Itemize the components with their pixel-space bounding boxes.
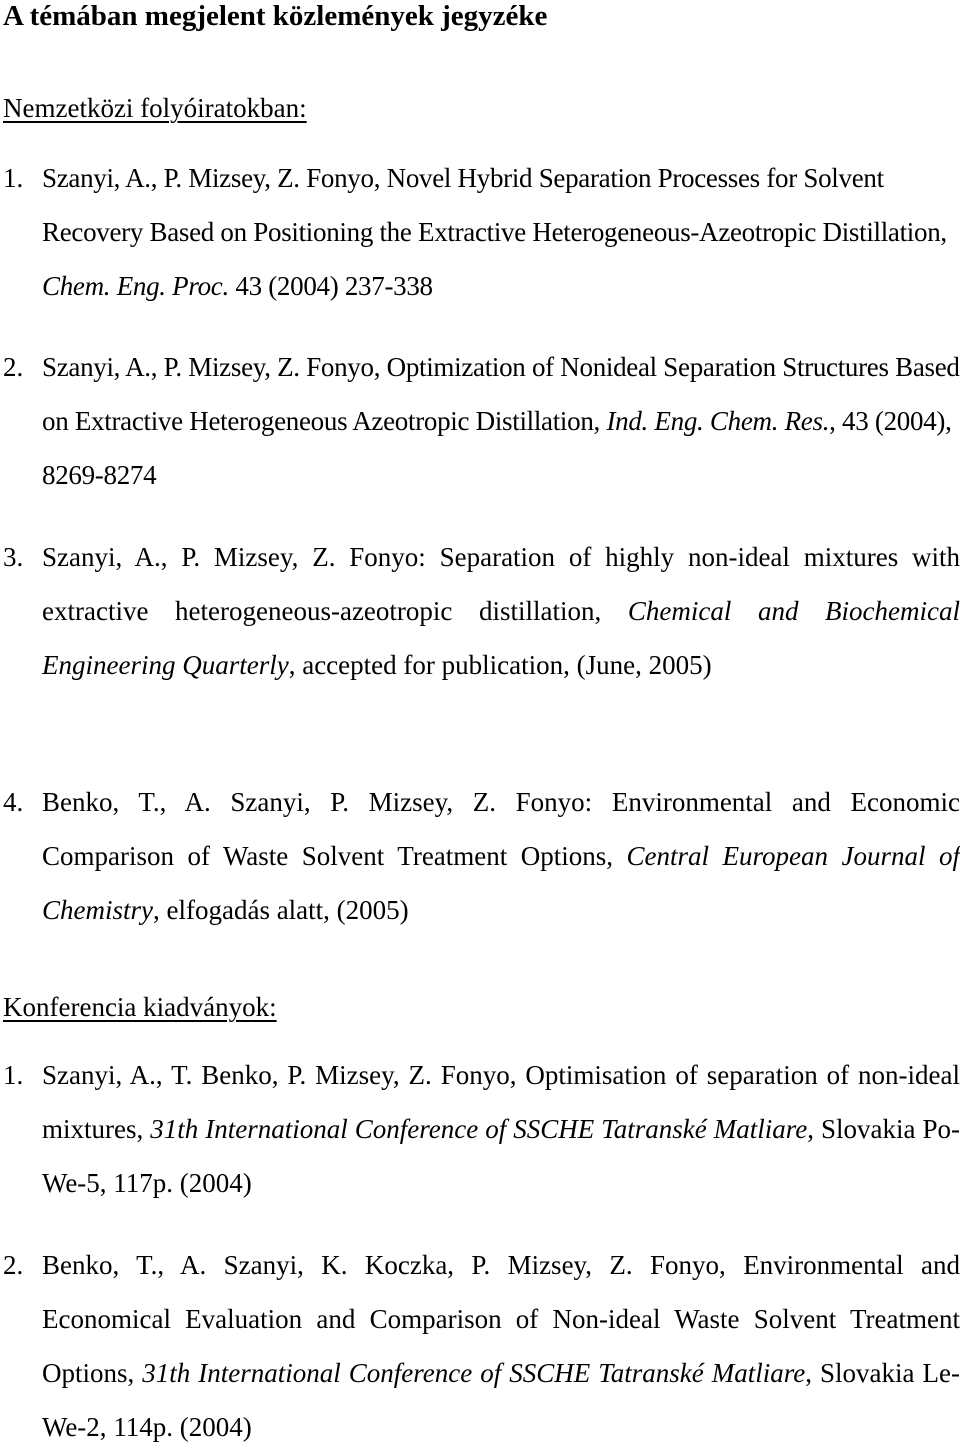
entry-details: 43 (2004) 237-338 xyxy=(235,271,433,301)
section-heading-journals: Nemzetközi folyóiratokban: xyxy=(3,93,307,123)
entry-citation xyxy=(42,775,960,937)
entry-authors: Szanyi, A., T. Benko, P. Mizsey, Z. Fonyo, xyxy=(42,1060,517,1090)
entry-number: 3. xyxy=(3,542,24,572)
entry-venue: 31th International Conference of SSCHE Tatranské Matliare xyxy=(150,1114,808,1144)
entry-title: Optimisation of separation of non-ideal mixtures, xyxy=(42,1060,960,1144)
entry-venue: 31th International Conference of SSCHE Tatranské Matliare xyxy=(142,1358,806,1388)
entry-citation xyxy=(42,340,960,502)
entry-authors: Szanyi, A., P. Mizsey, Z. Fonyo: xyxy=(42,542,426,572)
entry-details: , elfogadás alatt, (2005) xyxy=(153,895,409,925)
entry-number: 4. xyxy=(3,787,24,817)
entry-venue: Central European Journal of Chemistry xyxy=(42,841,960,925)
entry-venue: Ind. Eng. Chem. Res. xyxy=(606,406,830,436)
document-title: A témában megjelent közlemények jegyzéke xyxy=(3,0,548,32)
entry-number: 1. xyxy=(3,1060,24,1090)
entry-title: Novel Hybrid Separation Processes for Solvent Recovery Based on Positioning the Extractive Heterogeneous-Azeotropic Distillation, xyxy=(42,163,947,247)
entry-number: 1. xyxy=(3,163,24,193)
entry-number: 2. xyxy=(3,1250,24,1280)
entry-details: , 43 (2004), 8269-8274 xyxy=(42,406,952,490)
entry-details: , Slovakia Le-We-2, 114p. (2004) xyxy=(42,1358,960,1442)
entry-authors: Szanyi, A., P. Mizsey, Z. Fonyo, xyxy=(42,352,381,382)
entry-venue: Chem. Eng. Proc. xyxy=(42,271,229,301)
entry-title: Separation of highly non-ideal mixtures with extractive heterogeneous-azeotropic distillation, xyxy=(42,542,960,626)
entry-venue: Chemical and Biochemical Engineering Quarterly xyxy=(42,596,960,680)
entry-title: Environmental and Economical Evaluation and Comparison of Non-ideal Waste Solvent Treatment Options, xyxy=(42,1250,960,1388)
entry-details: , Slovakia Po-We-5, 117p. (2004) xyxy=(42,1114,960,1198)
entry-details: , accepted for publication, (June, 2005) xyxy=(288,650,712,680)
entry-title: Environmental and Economic Comparison of Waste Solvent Treatment Options, xyxy=(42,787,960,871)
entry-number: 2. xyxy=(3,352,24,382)
entry-authors: Benko, T., A. Szanyi, K. Koczka, P. Mizsey, Z. Fonyo, xyxy=(42,1250,726,1280)
entry-authors: Szanyi, A., P. Mizsey, Z. Fonyo, xyxy=(42,163,381,193)
entry-citation xyxy=(42,1048,960,1210)
entry-title: Optimization of Nonideal Separation Structures Based on Extractive Heterogeneous Azeotropic Distillation, xyxy=(42,352,960,436)
entry-authors: Benko, T., A. Szanyi, P. Mizsey, Z. Fonyo: xyxy=(42,787,593,817)
entry-citation xyxy=(42,1238,960,1454)
section-heading-conferences: Konferencia kiadványok: xyxy=(3,992,277,1022)
entry-citation xyxy=(42,530,960,692)
entry-citation xyxy=(42,151,960,313)
